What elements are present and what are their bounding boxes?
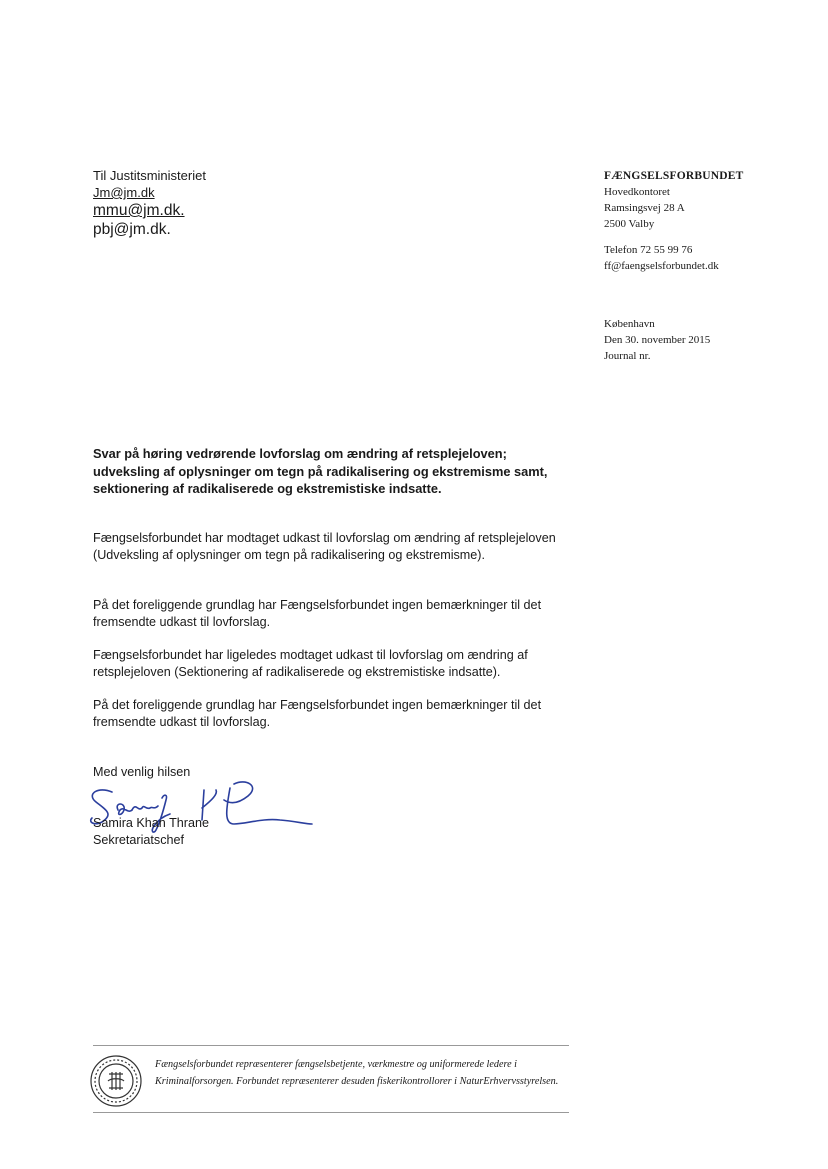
recipient-name: Til Justitsministeriet [93, 168, 206, 183]
sender-block [604, 168, 744, 364]
recipient-email-link[interactable]: mmu@jm.dk. [93, 202, 185, 219]
footer-divider-top [93, 1045, 569, 1046]
footer-statement: Fængselsforbundet repræsenterer fængselsbetjente, værkmestre og uniformerede ledere i Kriminalforsorgen. Forbundet repræsenterer desuden fiskerikontrollorer i NaturErhvervsstyrelsen. [155, 1059, 559, 1087]
body-paragraph: Fængselsforbundet har modtaget udkast til lovforslag om ændring af retsplejeloven (Udveksling af oplysninger om tegn på radikalisering og ekstremisme). [93, 531, 556, 562]
signer-name: Samira Khan Thrane [93, 816, 209, 830]
journal-number: Journal nr. [604, 350, 651, 362]
sender-email: ff@faengselsforbundet.dk [604, 260, 719, 272]
closing-salutation: Med venlig hilsen [93, 765, 191, 779]
letter-place: København [604, 318, 655, 330]
union-seal-icon [89, 1054, 143, 1108]
letter-subject: Svar på høring vedrørende lovforslag om ændring af retsplejeloven; udveksling af oplysninger om tegn på radikalisering og ekstremisme samt, sektionering af radikaliserede og ekstremistiske indsatte. [93, 446, 548, 496]
body-paragraph: På det foreliggende grundlag har Fængselsforbundet ingen bemærkninger til det fremsendte udkast til lovforslag. [93, 698, 542, 729]
sender-organization: FÆNGSELSFORBUNDET [604, 170, 744, 182]
sender-street: Ramsingsvej 28 A [604, 202, 685, 214]
recipient-block [93, 167, 206, 239]
footer-divider-bottom [93, 1112, 569, 1113]
recipient-email-link[interactable]: Jm@jm.dk [93, 185, 155, 200]
sender-city: 2500 Valby [604, 218, 655, 230]
letter-date: Den 30. november 2015 [604, 334, 711, 346]
sender-office: Hovedkontoret [604, 186, 670, 198]
body-paragraph: Fængselsforbundet har ligeledes modtaget udkast til lovforslag om ændring af retsplejeloven (Sektionering af radikaliserede og ekstremistiske indsatte). [93, 648, 528, 679]
recipient-email: pbj@jm.dk. [93, 221, 171, 238]
body-paragraph: På det foreliggende grundlag har Fængselsforbundet ingen bemærkninger til det fremsendte udkast til lovforslag. [93, 598, 542, 629]
signer-title: Sekretariatschef [93, 833, 184, 847]
sender-phone: Telefon 72 55 99 76 [604, 244, 693, 256]
signer-block [93, 815, 209, 849]
